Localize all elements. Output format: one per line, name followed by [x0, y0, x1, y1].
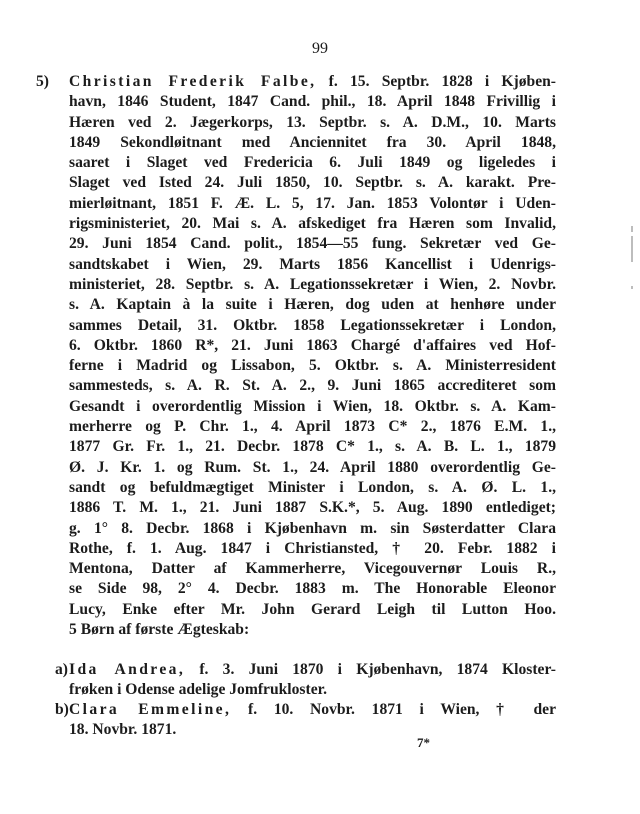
entry-line: rigsministeriet, 20. Mai s. A. afskediget fra Hæren som Invalid, — [69, 215, 556, 233]
entry-line: g. 1° 8. Decbr. 1868 i Kjøbenhavn m. sin Søsterdatter Clara — [69, 519, 556, 537]
biography-entry — [36, 72, 556, 640]
entry-line: ferne i Madrid og Lissabon, 5. Oktbr. s. A. Ministerresident — [69, 357, 556, 375]
child-name: Ida Andrea, — [69, 661, 186, 678]
entry-name: Christian Frederik Falbe, — [69, 73, 317, 90]
entry-line: Slaget ved Isted 24. Juli 1850, 10. Septbr. s. A. karakt. Pre- — [69, 174, 556, 192]
entry-line: saaret i Slaget ved Fredericia 6. Juli 1849 og ligeledes i — [69, 154, 556, 172]
entry-line: Rothe, f. 1. Aug. 1847 i Christiansted, † 20. Febr. 1882 i — [69, 539, 556, 557]
child-marker: a) — [55, 661, 68, 678]
child-line: frøken i Odense adelige Jomfrukloster. — [69, 681, 328, 699]
entry-line: 6. Oktbr. 1860 R*, 21. Juni 1863 Chargé d'affaires ved Hof- — [69, 336, 556, 354]
entry-line: ministeriet, 28. Septbr. s. A. Legationssekretær i Wien, 2. Novbr. — [69, 275, 556, 293]
entry-line: havn, 1846 Student, 1847 Cand. phil., 18. April 1848 Frivillig i — [69, 93, 556, 111]
entry-line: sammesteds, s. A. R. St. A. 2., 9. Juni 1865 accrediteret som — [69, 377, 556, 395]
entry-marker: 5) — [36, 73, 49, 90]
entry-line — [36, 72, 556, 92]
entry-line: 1886 T. M. 1., 21. Juni 1887 S.K.*, 5. Aug. 1890 entlediget; — [69, 499, 556, 517]
entry-line: 1877 Gr. Fr. 1., 21. Decbr. 1878 C* 1., s. A. B. L. 1., 1879 — [69, 438, 556, 456]
child-text: f. 3. Juni 1870 i Kjøbenhavn, 1874 Kloster- — [185, 661, 556, 678]
child-line: 18. Novbr. 1871. — [69, 721, 177, 739]
entry-line: sandt og befuldmægtiget Minister i London, s. A. Ø. L. 1., — [69, 478, 556, 496]
entry-line: 1849 Sekondløitnant med Anciennitet fra 30. April 1848, — [69, 133, 556, 151]
child-text: f. 10. Novbr. 1871 i Wien, † der — [231, 701, 557, 718]
scan-artifact — [631, 226, 633, 232]
entry-line: sandtskabet i Wien, 29. Marts 1856 Kancellist i Udenrigs- — [69, 255, 556, 273]
line-text: f. 15. Septbr. 1828 i Kjøben- — [316, 73, 556, 90]
entry-line: 29. Juni 1854 Cand. polit., 1854—55 fung. Sekretær ved Ge- — [69, 235, 556, 253]
entry-line: 5 Børn af første Ægteskab: — [69, 621, 250, 639]
entry-line: se Side 98, 2° 4. Decbr. 1883 m. The Honorable Eleonor — [69, 580, 556, 598]
scan-artifact — [631, 286, 633, 289]
entry-line: Ø. J. Kr. 1. og Rum. St. 1., 24. April 1880 overordentlig Ge- — [69, 458, 556, 476]
child-name: Clara Emmeline, — [69, 701, 232, 718]
entry-line: Hæren ved 2. Jægerkorps, 13. Septbr. s. A. D.M., 10. Marts — [69, 113, 556, 131]
entry-line: sammes Detail, 31. Oktbr. 1858 Legationssekretær i London, — [69, 316, 556, 334]
entry-line: Lucy, Enke efter Mr. John Gerard Leigh til Lutton Hoo. — [69, 600, 556, 618]
entry-line: merherre og P. Chr. 1., 4. April 1873 C* 2., 1876 E.M. 1., — [69, 418, 556, 436]
entry-line: s. A. Kaptain à la suite i Hæren, dog uden at henhøre under — [69, 296, 556, 314]
scan-artifact — [631, 236, 633, 262]
child-marker: b) — [55, 701, 69, 718]
signature-mark: 7* — [417, 735, 430, 750]
child-entry-b — [55, 700, 557, 741]
child-entry-a — [55, 660, 556, 701]
child-line — [55, 700, 556, 720]
entry-line: mierløitnant, 1851 F. Æ. L. 5, 17. Jan. 1853 Volontør i Uden- — [69, 194, 556, 212]
entry-line: Gesandt i overordentlig Mission i Wien, 18. Oktbr. s. A. Kam- — [69, 397, 556, 415]
page-number: 99 — [312, 40, 328, 57]
child-line — [55, 660, 556, 680]
entry-line: Mentona, Datter af Kammerherre, Vicegouvernør Louis R., — [69, 560, 556, 578]
